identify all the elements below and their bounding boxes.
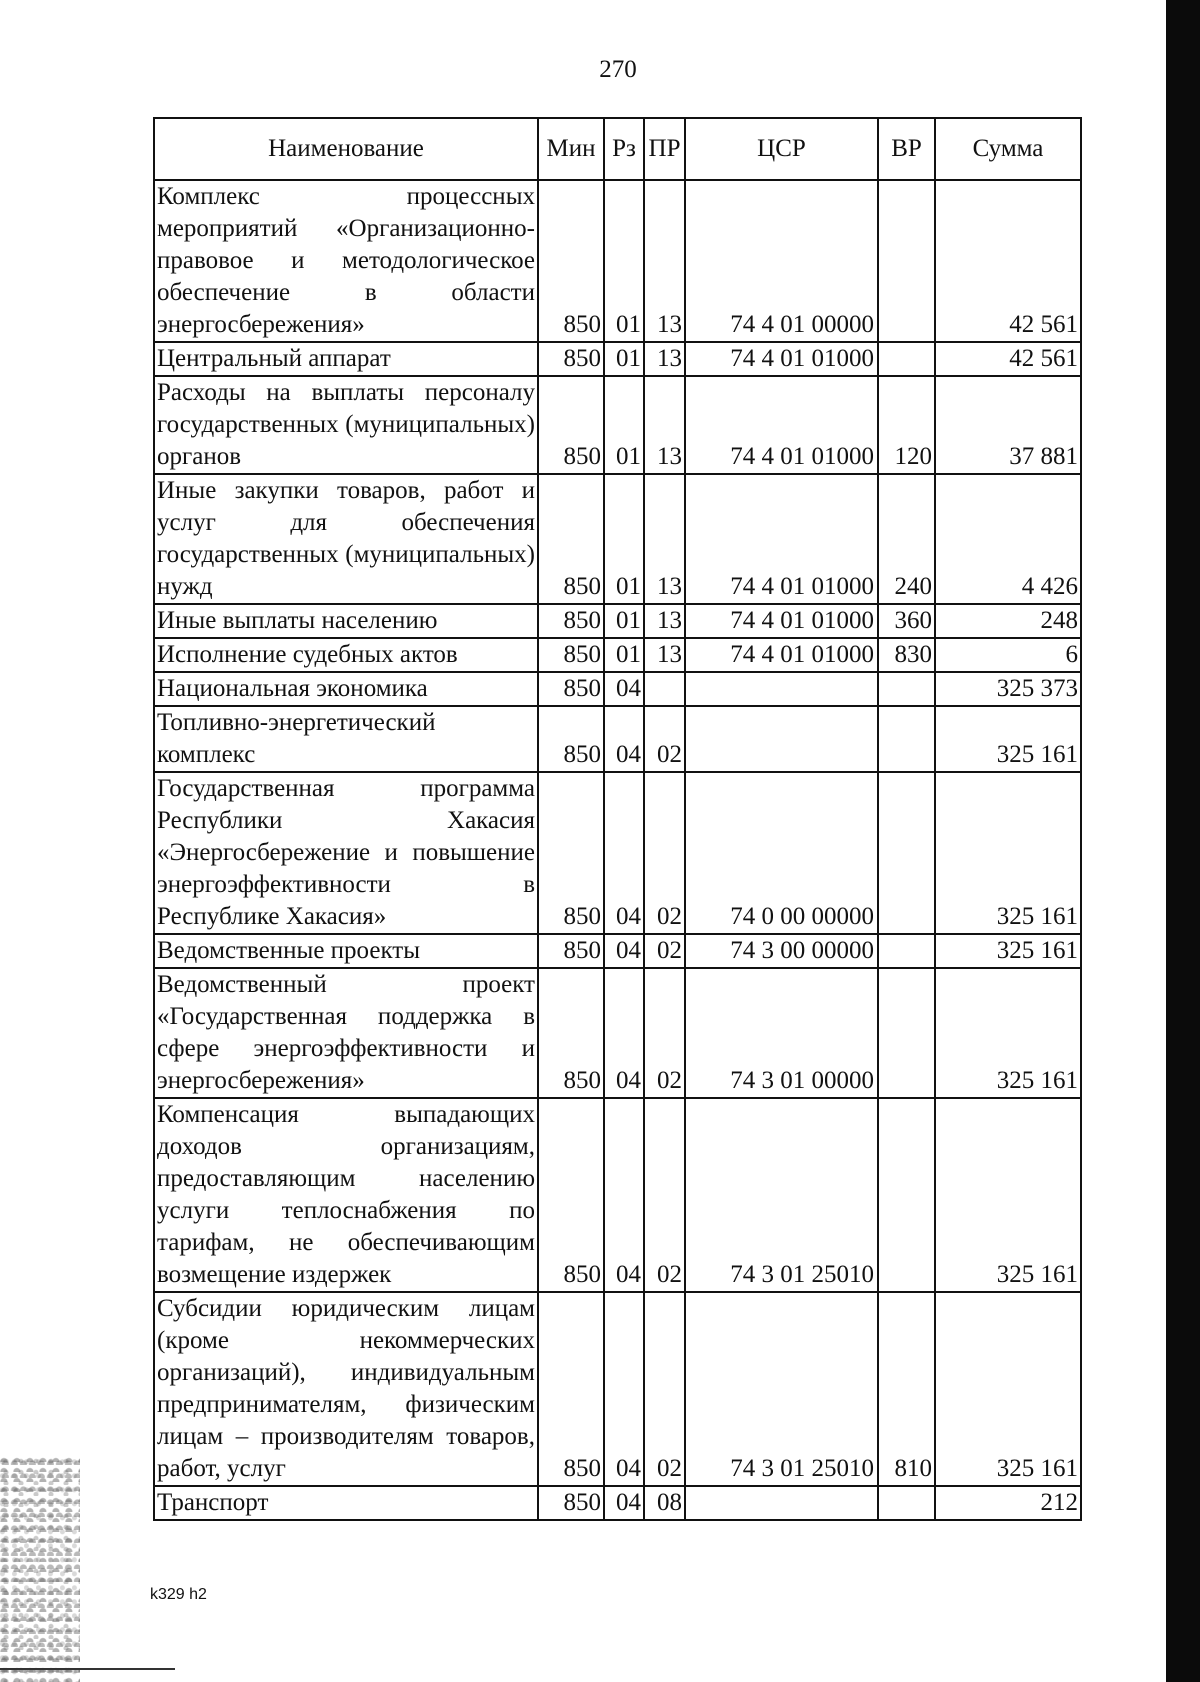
- cell-csr: [685, 1486, 878, 1520]
- cell-rz: 01: [604, 180, 644, 342]
- cell-min: 850: [538, 638, 604, 672]
- cell-sum: 325 161: [935, 1292, 1081, 1486]
- header-name: Наименование: [154, 118, 538, 180]
- cell-pr: 13: [644, 604, 685, 638]
- cell-name: Иные закупки товаров, работ и услуг для обеспечения государственных (муниципальных) нужд: [154, 474, 538, 604]
- table-row: [154, 474, 1081, 604]
- cell-pr: 02: [644, 934, 685, 968]
- cell-name: Топливно-энергетический комплекс: [154, 706, 538, 772]
- table-row: [154, 376, 1081, 474]
- cell-sum: 37 881: [935, 376, 1081, 474]
- cell-vr: [878, 342, 935, 376]
- cell-csr: 74 4 01 00000: [685, 180, 878, 342]
- table-body: [154, 180, 1081, 1520]
- cell-csr: 74 4 01 01000: [685, 638, 878, 672]
- cell-pr: 02: [644, 706, 685, 772]
- cell-vr: 360: [878, 604, 935, 638]
- cell-name: Ведомственный проект «Государственная поддержка в сфере энергоэффективности и энергосбережения»: [154, 968, 538, 1098]
- cell-name: Национальная экономика: [154, 672, 538, 706]
- cell-name: Транспорт: [154, 1486, 538, 1520]
- cell-rz: 01: [604, 342, 644, 376]
- cell-name: Субсидии юридическим лицам (кроме некоммерческих организаций), индивидуальным предпринимателям, физическим лицам – производителям товаров, работ, услуг: [154, 1292, 538, 1486]
- table-row: [154, 672, 1081, 706]
- cell-sum: 248: [935, 604, 1081, 638]
- footer-code: k329 h2: [150, 1586, 207, 1603]
- cell-vr: 810: [878, 1292, 935, 1486]
- cell-name: Комплекс процессных мероприятий «Организационно-правовое и методологическое обеспечение в области энергосбережения»: [154, 180, 538, 342]
- cell-vr: 830: [878, 638, 935, 672]
- cell-rz: 04: [604, 1292, 644, 1486]
- cell-pr: [644, 672, 685, 706]
- cell-pr: 13: [644, 638, 685, 672]
- table-row: [154, 1486, 1081, 1520]
- cell-csr: 74 3 01 00000: [685, 968, 878, 1098]
- scan-dark-edge: [1166, 0, 1200, 1682]
- header-min: Мин: [538, 118, 604, 180]
- cell-name: Исполнение судебных актов: [154, 638, 538, 672]
- cell-name: Иные выплаты населению: [154, 604, 538, 638]
- cell-vr: [878, 672, 935, 706]
- cell-vr: [878, 1486, 935, 1520]
- cell-pr: 02: [644, 1098, 685, 1292]
- cell-csr: [685, 672, 878, 706]
- cell-vr: 240: [878, 474, 935, 604]
- cell-min: 850: [538, 934, 604, 968]
- cell-rz: 01: [604, 376, 644, 474]
- table-row: [154, 342, 1081, 376]
- table-row: [154, 968, 1081, 1098]
- cell-name: Расходы на выплаты персоналу государственных (муниципальных) органов: [154, 376, 538, 474]
- cell-min: 850: [538, 604, 604, 638]
- cell-name: Ведомственные проекты: [154, 934, 538, 968]
- cell-rz: 04: [604, 1486, 644, 1520]
- cell-vr: [878, 706, 935, 772]
- cell-pr: 13: [644, 474, 685, 604]
- cell-sum: 6: [935, 638, 1081, 672]
- cell-csr: 74 4 01 01000: [685, 342, 878, 376]
- cell-rz: 04: [604, 672, 644, 706]
- header-sum: Сумма: [935, 118, 1081, 180]
- cell-csr: 74 0 00 00000: [685, 772, 878, 934]
- header-csr: ЦСР: [685, 118, 878, 180]
- cell-sum: 42 561: [935, 180, 1081, 342]
- cell-rz: 01: [604, 638, 644, 672]
- cell-min: 850: [538, 968, 604, 1098]
- cell-pr: 02: [644, 772, 685, 934]
- cell-pr: 13: [644, 376, 685, 474]
- cell-sum: 4 426: [935, 474, 1081, 604]
- cell-min: 850: [538, 772, 604, 934]
- cell-csr: 74 4 01 01000: [685, 376, 878, 474]
- cell-min: 850: [538, 342, 604, 376]
- cell-vr: [878, 180, 935, 342]
- cell-pr: 13: [644, 342, 685, 376]
- cell-min: 850: [538, 474, 604, 604]
- cell-sum: 42 561: [935, 342, 1081, 376]
- table-row: [154, 638, 1081, 672]
- cell-vr: [878, 968, 935, 1098]
- cell-csr: 74 4 01 01000: [685, 474, 878, 604]
- scan-line-artifact: [0, 1668, 175, 1670]
- cell-min: 850: [538, 1292, 604, 1486]
- header-pr: ПР: [644, 118, 685, 180]
- cell-csr: 74 3 00 00000: [685, 934, 878, 968]
- cell-pr: 13: [644, 180, 685, 342]
- cell-min: 850: [538, 672, 604, 706]
- cell-csr: 74 3 01 25010: [685, 1292, 878, 1486]
- header-vr: ВР: [878, 118, 935, 180]
- table-row: [154, 1292, 1081, 1486]
- cell-rz: 04: [604, 706, 644, 772]
- scan-noise-artifact: [0, 1452, 80, 1682]
- page-number: 270: [599, 56, 637, 83]
- cell-name: Центральный аппарат: [154, 342, 538, 376]
- cell-sum: 325 161: [935, 772, 1081, 934]
- table-row: [154, 772, 1081, 934]
- budget-table: [153, 117, 1082, 1521]
- cell-rz: 04: [604, 968, 644, 1098]
- cell-vr: 120: [878, 376, 935, 474]
- cell-csr: 74 3 01 25010: [685, 1098, 878, 1292]
- cell-csr: [685, 706, 878, 772]
- table-row: [154, 604, 1081, 638]
- cell-min: 850: [538, 376, 604, 474]
- cell-min: 850: [538, 1486, 604, 1520]
- table-row: [154, 706, 1081, 772]
- cell-name: Государственная программа Республики Хакасия «Энергосбережение и повышение энергоэффективности в Республике Хакасия»: [154, 772, 538, 934]
- cell-pr: 08: [644, 1486, 685, 1520]
- cell-rz: 01: [604, 604, 644, 638]
- cell-pr: 02: [644, 1292, 685, 1486]
- cell-rz: 04: [604, 1098, 644, 1292]
- cell-vr: [878, 1098, 935, 1292]
- cell-sum: 325 161: [935, 934, 1081, 968]
- cell-rz: 04: [604, 772, 644, 934]
- cell-csr: 74 4 01 01000: [685, 604, 878, 638]
- cell-sum: 212: [935, 1486, 1081, 1520]
- header-rz: Рз: [604, 118, 644, 180]
- cell-name: Компенсация выпадающих доходов организациям, предоставляющим населению услуги теплоснабжения по тарифам, не обеспечивающим возмещение издержек: [154, 1098, 538, 1292]
- cell-sum: 325 161: [935, 968, 1081, 1098]
- table-row: [154, 934, 1081, 968]
- cell-rz: 01: [604, 474, 644, 604]
- cell-rz: 04: [604, 934, 644, 968]
- cell-sum: 325 161: [935, 1098, 1081, 1292]
- table-header-row: [154, 118, 1081, 180]
- cell-pr: 02: [644, 968, 685, 1098]
- cell-vr: [878, 934, 935, 968]
- table-row: [154, 1098, 1081, 1292]
- cell-sum: 325 161: [935, 706, 1081, 772]
- table-row: [154, 180, 1081, 342]
- cell-min: 850: [538, 706, 604, 772]
- cell-min: 850: [538, 1098, 604, 1292]
- cell-sum: 325 373: [935, 672, 1081, 706]
- cell-min: 850: [538, 180, 604, 342]
- cell-vr: [878, 772, 935, 934]
